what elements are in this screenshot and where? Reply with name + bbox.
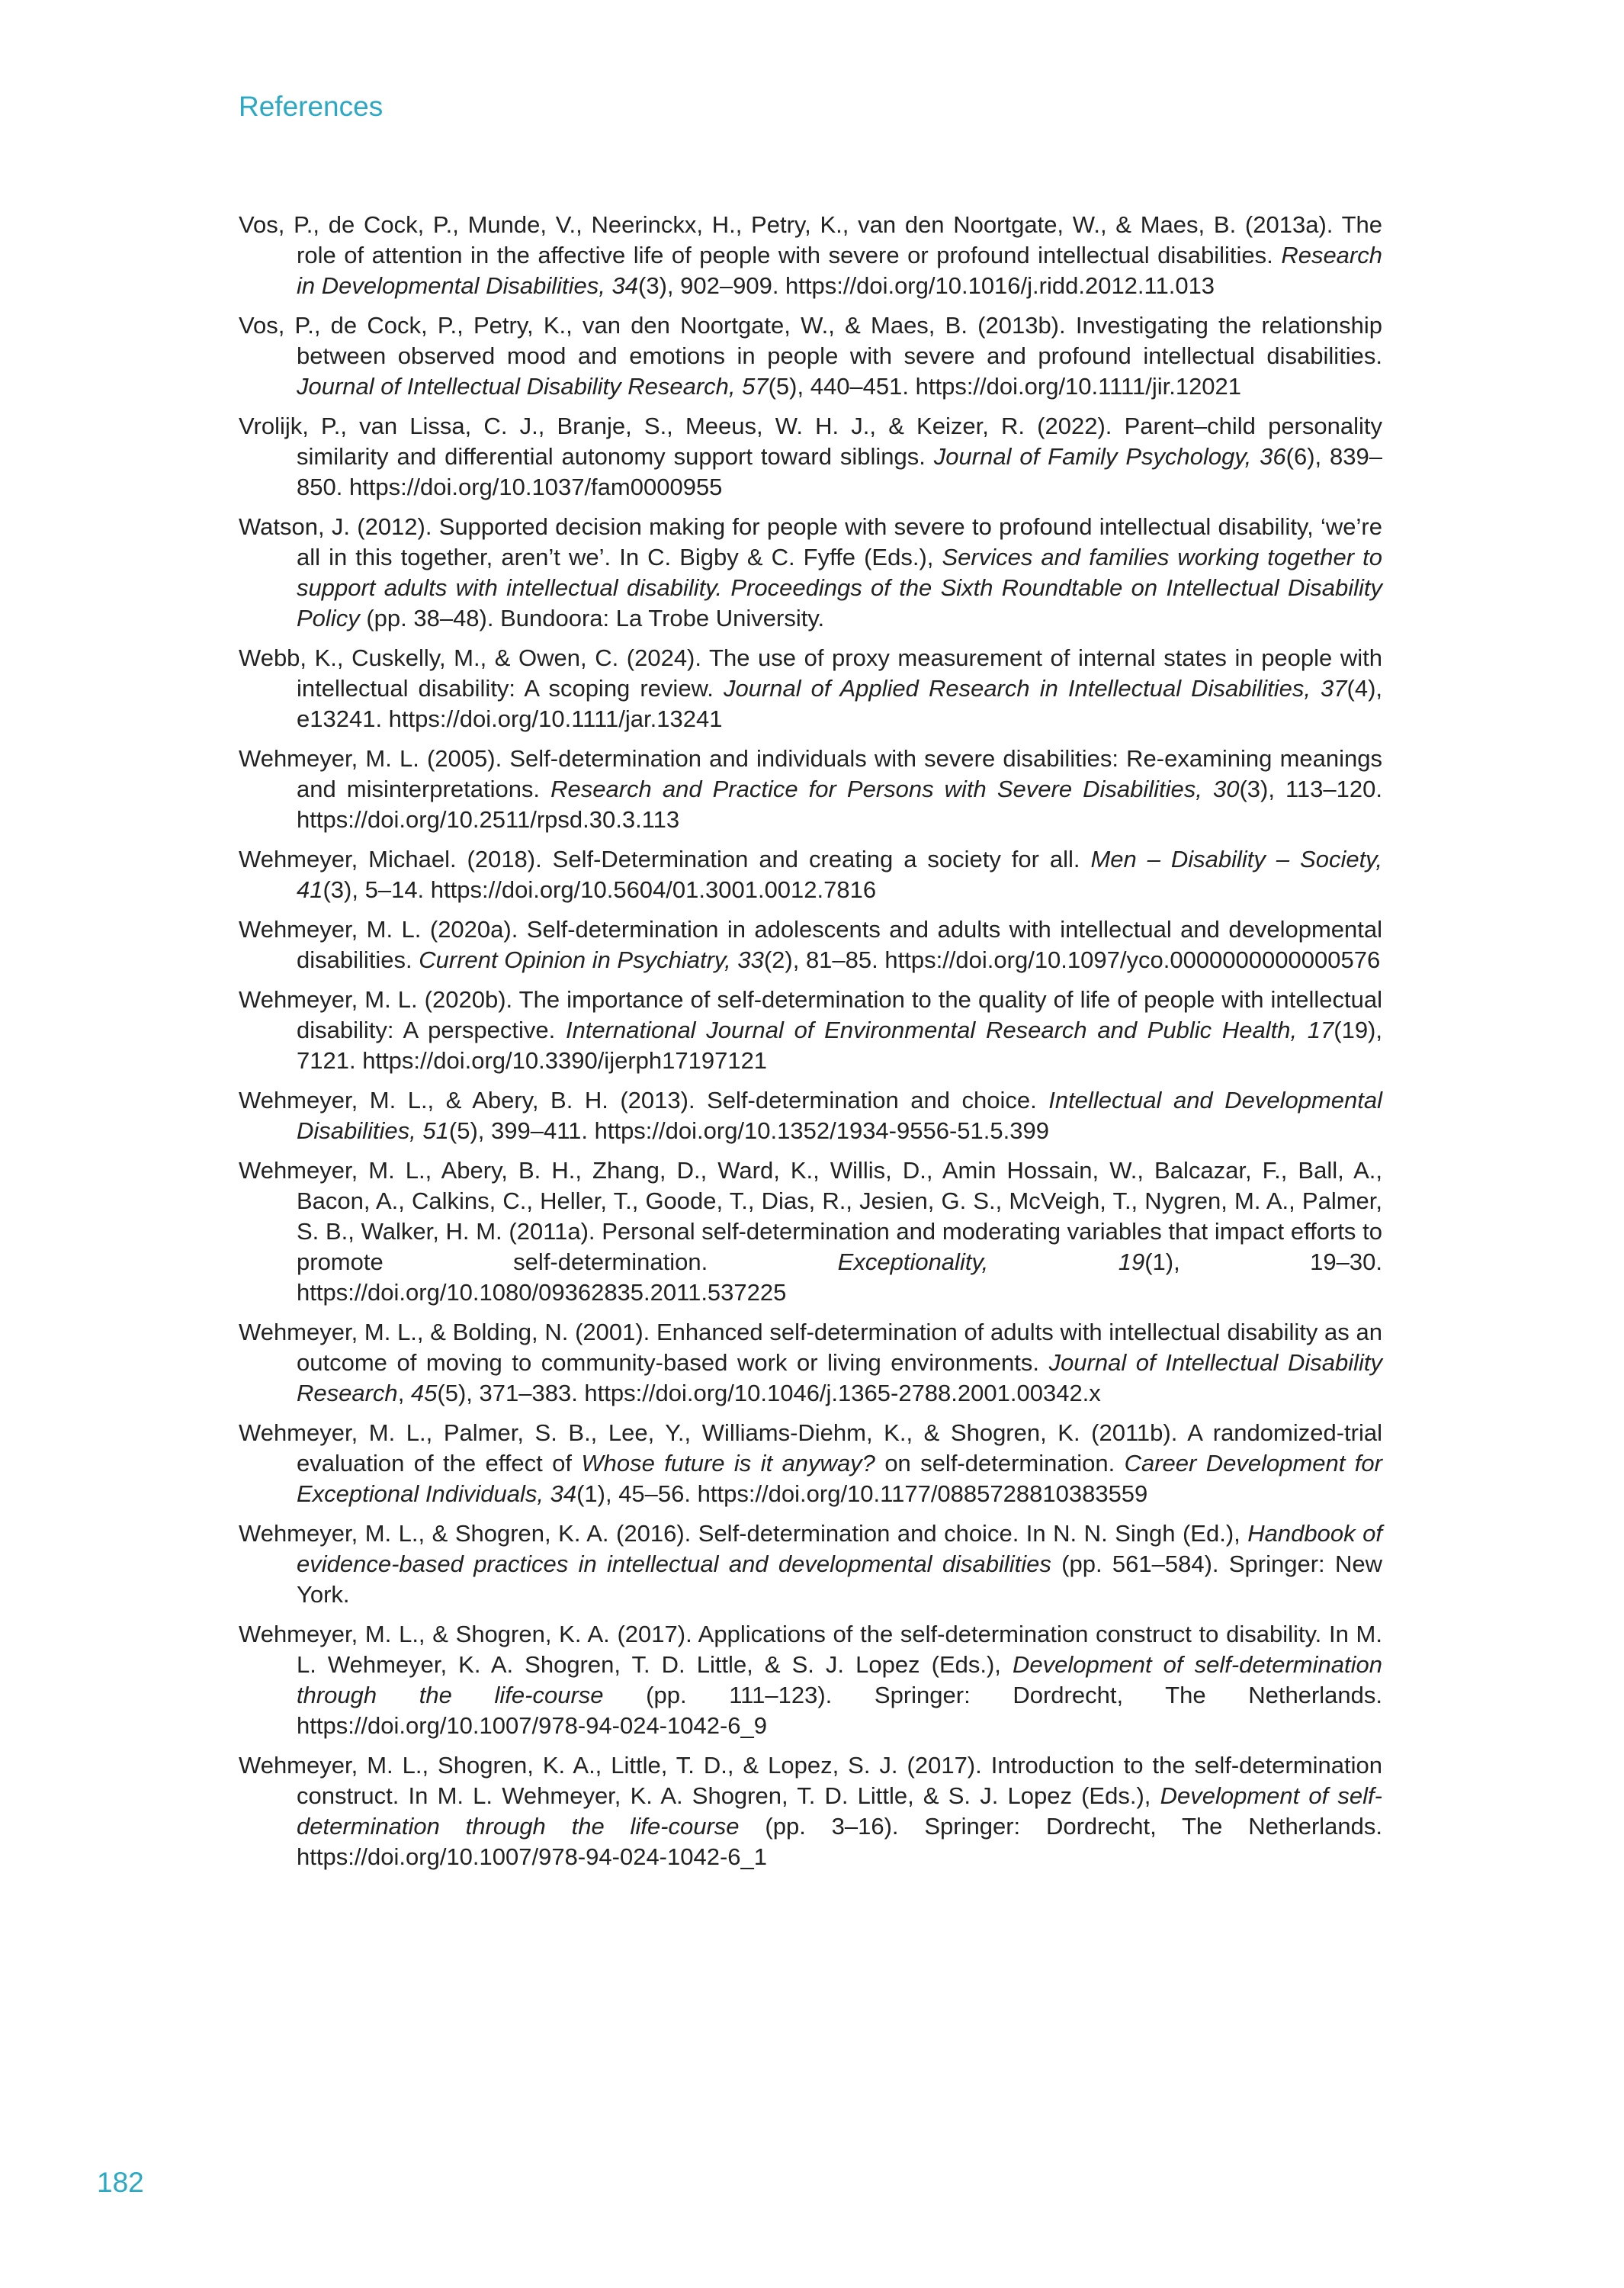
reference-entry: Wehmeyer, M. L. (2020a). Self-determination in adolescents and adults with intellectual and developmental disabilities. Current Opinion in Psychiatry, 33(2), 81–85. https://doi.org/10.1097/yco.0000000000000576 (239, 916, 1382, 973)
reference-entry: Webb, K., Cuskelly, M., & Owen, C. (2024). The use of proxy measurement of internal states in people with intellectual disability: A scoping review. Journal of Applied Research in Intellectual Disabilities, 37(4), e13241. https://doi.org/10.1111/jar.13241 (239, 644, 1382, 732)
reference-list (239, 210, 1382, 1881)
reference-entry: Wehmeyer, M. L. (2020b). The importance of self-determination to the quality of life of people with intellectual disability: A perspective. International Journal of Environmental Research and Public Health, 17(19), 7121. https://doi.org/10.3390/ijerph17197121 (239, 986, 1382, 1074)
reference-entry: Wehmeyer, M. L. (2005). Self-determination and individuals with severe disabilities: Re-examining meanings and misinterpretations. Research and Practice for Persons with Severe Disabilities, 30(3), 113–120. https://doi.org/10.2511/rpsd.30.3.113 (239, 745, 1382, 833)
page-number: 182 (97, 2167, 144, 2198)
reference-entry: Vrolijk, P., van Lissa, C. J., Branje, S., Meeus, W. H. J., & Keizer, R. (2022). Parent–child personality similarity and differential autonomy support toward siblings. Journal of Family Psychology, 36(6), 839–850. https://doi.org/10.1037/fam0000955 (239, 413, 1383, 500)
reference-entry: Wehmeyer, M. L., & Abery, B. H. (2013). Self-determination and choice. Intellectual and Developmental Disabilities, 51(5), 399–411. https://doi.org/10.1352/1934-9556-51.5.399 (239, 1087, 1382, 1144)
reference-entry: Wehmeyer, M. L., Shogren, K. A., Little, T. D., & Lopez, S. J. (2017). Introduction to the self-determination construct. In M. L. Wehmeyer, K. A. Shogren, T. D. Little, & S. J. Lopez (Eds.), Development of self-determination through the life-course (pp. 3–16). Springer: Dordrecht, The Netherlands. https://doi.org/10.1007/978-94-024-1042-6_1 (239, 1752, 1382, 1870)
reference-entry: Wehmeyer, M. L., & Bolding, N. (2001). Enhanced self-determination of adults with intellectual disability as an outcome of moving to community-based work or living environments. Journal of Intellectual Disability Research, 45(5), 371–383. https://doi.org/10.1046/j.1365-2788.2001.00342.x (239, 1319, 1382, 1406)
reference-entry: Wehmeyer, M. L., Abery, B. H., Zhang, D., Ward, K., Willis, D., Amin Hossain, W., Balcazar, F., Ball, A., Bacon, A., Calkins, C., Heller, T., Goode, T., Dias, R., Jesien, G. S., McVeigh, T., Nygren, M. A., Palmer, S. B., Walker, H. M. (2011a). Personal self-determination and moderating variables that impact efforts to promote self-determination. Exceptionality, 19(1), 19–30. https://doi.org/10.1080/09362835.2011.537225 (239, 1157, 1382, 1306)
reference-entry: Watson, J. (2012). Supported decision making for people with severe to profound intellectual disability, ‘we’re all in this together, aren’t we’. In C. Bigby & C. Fyffe (Eds.), Services and families working together to support adults with intellectual disability. Proceedings of the Sixth Roundtable on Intellectual Disability Policy (pp. 38–48). Bundoora: La Trobe University. (239, 513, 1382, 631)
reference-entry: Vos, P., de Cock, P., Munde, V., Neerinckx, H., Petry, K., van den Noortgate, W., & Maes, B. (2013a). The role of attention in the affective life of people with severe or profound intellectual disabilities. Research in Developmental Disabilities, 34(3), 902–909. https://doi.org/10.1016/j.ridd.2012.11.013 (239, 211, 1382, 299)
reference-entry: Vos, P., de Cock, P., Petry, K., van den Noortgate, W., & Maes, B. (2013b). Investigating the relationship between observed mood and emotions in people with severe and profound intellectual disabilities. Journal of Intellectual Disability Research, 57(5), 440–451. https://doi.org/10.1111/jir.12021 (239, 312, 1382, 400)
reference-entry: Wehmeyer, Michael. (2018). Self-Determination and creating a society for all. Men – Disability – Society, 41(3), 5–14. https://doi.org/10.5604/01.3001.0012.7816 (239, 846, 1382, 903)
running-head: References (239, 91, 384, 122)
reference-entry: Wehmeyer, M. L., Palmer, S. B., Lee, Y., Williams-Diehm, K., & Shogren, K. (2011b). A randomized-trial evaluation of the effect of Whose future is it anyway? on self-determination. Career Development for Exceptional Individuals, 34(1), 45–56. https://doi.org/10.1177/0885728810383559 (239, 1419, 1382, 1507)
reference-entry: Wehmeyer, M. L., & Shogren, K. A. (2016). Self-determination and choice. In N. N. Singh (Ed.), Handbook of evidence-based practices in intellectual and developmental disabilities (pp. 561–584). Springer: New York. (239, 1520, 1383, 1608)
reference-entry: Wehmeyer, M. L., & Shogren, K. A. (2017). Applications of the self-determination construct to disability. In M. L. Wehmeyer, K. A. Shogren, T. D. Little, & S. J. Lopez (Eds.), Development of self-determination through the life-course (pp. 111–123). Springer: Dordrecht, The Netherlands. https://doi.org/10.1007/978-94-024-1042-6_9 (239, 1621, 1382, 1739)
